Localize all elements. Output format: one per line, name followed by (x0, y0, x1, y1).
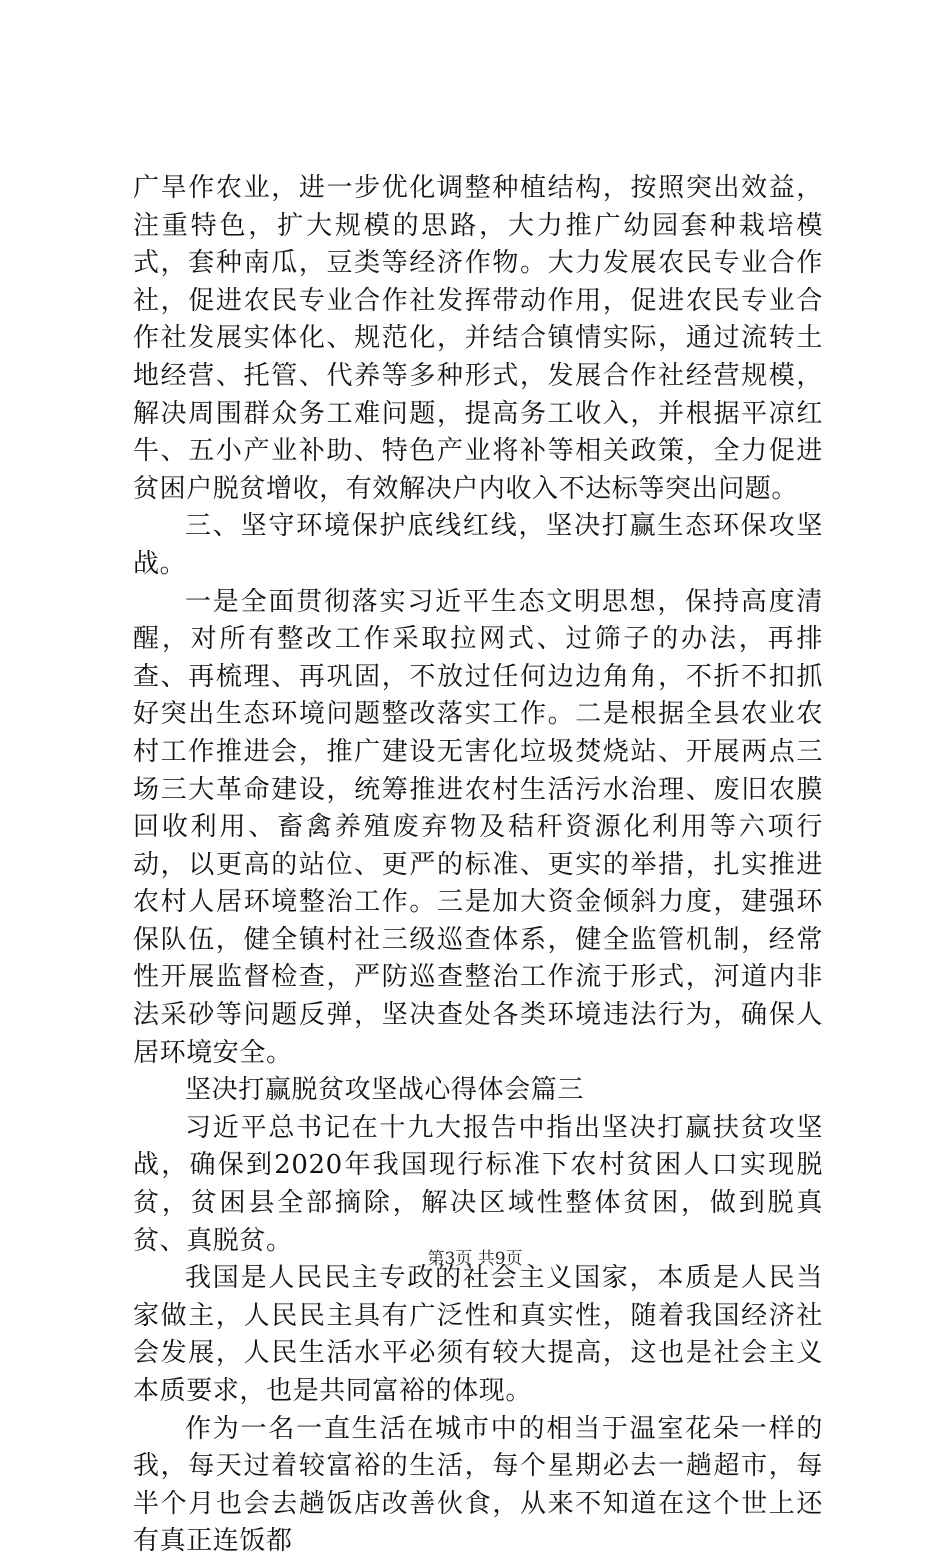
paragraph-5: 作为一名一直生活在城市中的相当于温室花朵一样的我，每天过着较富裕的生活，每个星期必去一趟超市，每半个月也会去趟饭店改善伙食，从来不知道在这个世上还有真正连饭都 (133, 1413, 823, 1557)
paragraph-1: 广旱作农业，进一步优化调整种植结构，按照突出效益，注重特色，扩大规模的思路，大力推广幼园套种栽培模式，套种南瓜，豆类等经济作物。大力发展农民专业合作社，促进农民专业合作社发挥带动作用，促进农民专业合作社发展实体化、规范化，并结合镇情实际，通过流转土地经营、托管、代养等多种形式，发展合作社经营规模，解决周围群众务工难问题，提高务工收入，并根据平凉红牛、五小产业补助、特色产业将补等相关政策，全力促进贫困户脱贫增收，有效解决户内收入不达标等突出问题。 (133, 173, 823, 504)
section-heading-3: 三、坚守环境保护底线红线，坚决打赢生态环保攻坚战。 (133, 511, 823, 579)
document-body (133, 170, 823, 1561)
paragraph-2: 一是全面贯彻落实习近平生态文明思想，保持高度清醒，对所有整改工作采取拉网式、过筛子的办法，再排查、再梳理、再巩固，不放过任何边边角角，不折不扣抓好突出生态环境问题整改落实工作。二是根据全县农业农村工作推进会，推广建设无害化垃圾焚烧站、开展两点三场三大革命建设，统筹推进农村生活污水治理、废旧农膜回收利用、畜禽养殖废弃物及秸秆资源化利用等六项行动，以更高的站位、更严的标准、更实的举措，扎实推进农村人居环境整治工作。三是加大资金倾斜力度，建强环保队伍，健全镇村社三级巡查体系，健全监管机制，经常性开展监督检查，严防巡查整治工作流于形式，河道内非法采砂等问题反弹，坚决查处各类环境违法行为，确保人居环境安全。 (133, 586, 823, 1068)
paragraph-4: 我国是人民民主专政的社会主义国家，本质是人民当家做主，人民民主具有广泛性和真实性，随着我国经济社会发展，人民生活水平必须有较大提高，这也是社会主义本质要求，也是共同富裕的体现。 (133, 1263, 823, 1406)
paragraph-3: 习近平总书记在十九大报告中指出坚决打赢扶贫攻坚战，确保到2020年我国现行标准下农村贫困人口实现脱贫，贫困县全部摘除，解决区域性整体贫困，做到脱真贫、真脱贫。 (133, 1112, 823, 1256)
article-title: 坚决打赢脱贫攻坚战心得体会篇三 (185, 1075, 585, 1106)
page-footer: 第3页 共9页 (427, 1249, 523, 1269)
